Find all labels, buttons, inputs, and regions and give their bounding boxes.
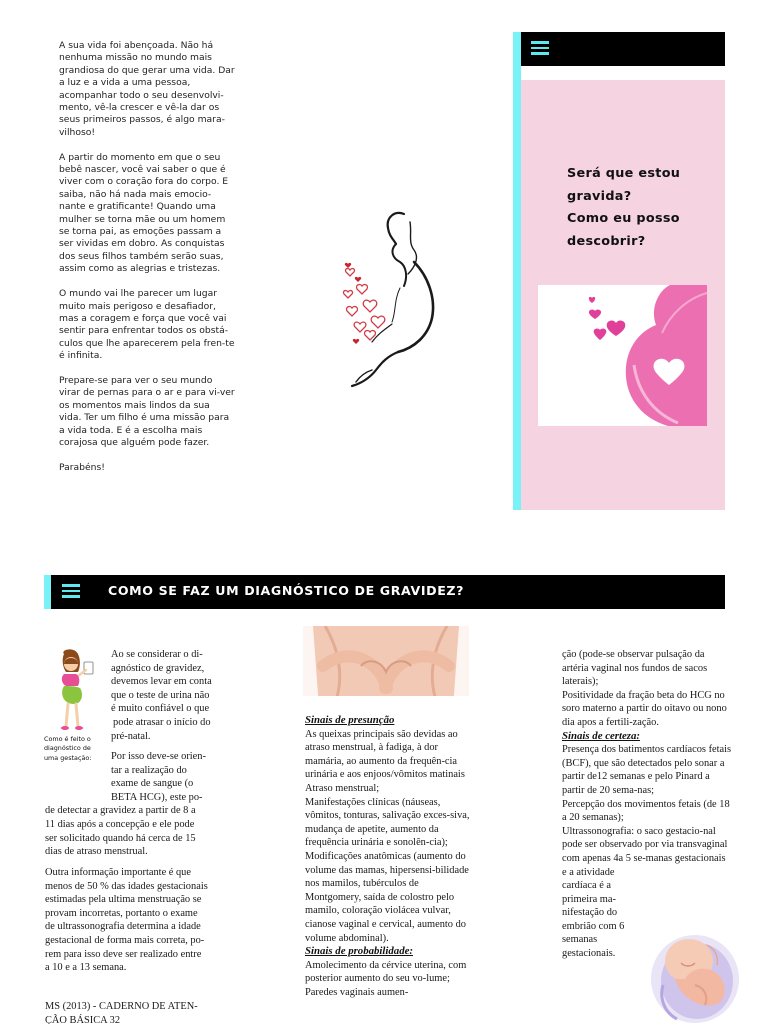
intro-paragraph: O mundo vai lhe parecer um lugar muito mais perigoso e desafiador, mas a coragem e força que você vai sentir para enfrentar todos os obstá-culos que lhe aparecerem pela fren-te é infinita.: [59, 288, 235, 362]
list-item: Ultrassonografia: o saco gestacio-nal pode ser observado por via transvaginal com apenas 4a 5 se-manas gestacionais e a atividade: [562, 825, 728, 878]
text-line: ser solicitado quando há cerca de 15: [45, 832, 196, 844]
paragraph: ção (pode-se observar pulsação da artéria vaginal nos fundos de sacos laterais);: [562, 649, 708, 688]
text-line: rem para isso deve ser realizado entre: [45, 948, 202, 960]
cover-question: [567, 163, 707, 253]
text-line: pré-natal.: [111, 730, 151, 742]
text-line: BETA HCG), este po-: [111, 791, 203, 803]
list-item: Percepção dos movimentos fetais (de 18 a 20 semanas);: [562, 798, 730, 824]
text-line: menos de 50 % das idades gestacionais: [45, 880, 208, 892]
menu-icon[interactable]: [531, 41, 549, 55]
pregnant-belly-heart-illustration: [538, 285, 707, 426]
text-line: agnóstico de gravidez,: [111, 662, 205, 674]
cover-question-line: Como eu posso: [567, 211, 680, 226]
list-item: Manifestações clínicas (náuseas, vômitos, tonturas, salivação exces-siva, mudança de apetite, aumento da frequência urinária e sonolên-cia);: [305, 796, 470, 849]
list-item: Presença dos batimentos cardíacos fetais (BCF), que são detectados pelo sonar a partir de12 semanas e pelo Pinard a partir de 20 sema-nas;: [562, 744, 732, 796]
pregnant-silhouette-illustration: [296, 200, 466, 400]
intro-text: [59, 40, 235, 487]
paragraph: As queixas principais são devidas ao atraso menstrual, à fadiga, à dor mamária, ao aumento da frequên-cia urinária e aos enjoos/vômitos matinais: [305, 728, 465, 781]
intro-paragraph: Prepare-se para ver o seu mundo virar de pernas para o ar e para vi-ver os momentos mais lindos da sua vida. Ter um filho é uma missão para a vida toda. E é a escolha mais corajosa que alguém pode fazer.: [59, 374, 235, 448]
section-heading: Sinais de certeza:: [562, 729, 640, 742]
text-line: 11 dias após a concepção e ele pode: [45, 819, 195, 830]
section-heading: Sinais de presunção: [305, 714, 395, 726]
intro-paragraph: A partir do momento em que o seu bebê nascer, você vai saber o que é viver com o coração fora do corpo. E saiba, não há nada mais emocio-nante e gratificante! Quando uma mulher se torna mãe ou um homem se torna pai, as emoções passam a ser vividas em dobro. As conquistas dos seus filhos também serão suas, assim como as alegrias e tristezas.: [59, 151, 229, 275]
cover-question-line: descobrir?: [567, 233, 646, 249]
text-line: que o teste de urina não: [111, 689, 210, 701]
menu-icon[interactable]: [62, 584, 80, 598]
text-line: pode atrasar o início do: [113, 717, 211, 728]
section-heading: Sinais de probabilidade:: [305, 945, 413, 958]
text-line: provam incorretas, portanto o exame: [45, 907, 198, 919]
col3-text: [562, 648, 732, 961]
list-item: Atraso menstrual;: [305, 782, 380, 794]
cover-header-bar: [521, 32, 725, 66]
text-line: exame de sangue (o: [111, 778, 194, 790]
paragraph: Amolecimento da cérvice uterina, com posterior aumento do seu vo-lume; Paredes vaginais aumen-: [305, 959, 467, 998]
pregnant-woman-illustration: [48, 648, 96, 732]
text-line: de detectar a gravidez a partir de 8 a: [45, 805, 196, 817]
text-line: estimadas pela ultima menstruação se: [45, 894, 202, 906]
section-accent-stripe: [44, 575, 51, 609]
intro-paragraph: Parabéns!: [59, 461, 105, 473]
text-line: de ultrassonografia determina a idade: [45, 921, 201, 933]
text-line: é muito confiável o que: [111, 703, 210, 715]
fetus-illustration: [645, 925, 739, 1024]
belly-hands-heart-photo: [303, 626, 469, 708]
paragraph: Positividade da fração beta do HCG no soro materno a partir do oitavo ou nono dia apos a fertili-zação.: [562, 689, 727, 728]
illustration-caption: Como é feito o diagnóstico de uma gestação:: [44, 735, 92, 762]
reference-line: MS (2013) - CADERNO DE ATEN-: [45, 1001, 198, 1012]
text-line: Outra informação importante é que: [45, 867, 191, 878]
reference-line: ÇÃO BÁSICA 32: [45, 1014, 121, 1024]
list-item: cardíaca é a primeira ma-nifestação do embrião com 6 semanas gestacionais.: [562, 880, 625, 960]
col2-text: [305, 714, 473, 999]
text-line: Ao se considerar o di-: [111, 649, 203, 660]
intro-paragraph: A sua vida foi abençoada. Não há nenhuma missão no mundo mais grandiosa do que gerar uma vida. Dar a luz e a vida a uma pessoa, acompanhar todo o seu desenvolvi-mento, vê-la crescer e vê-la dar os seus primeiros passos, é algo mara-vilhoso!: [59, 40, 235, 138]
text-line: gestacional de forma mais correta, po-: [45, 935, 205, 946]
text-line: devemos levar em conta: [111, 676, 212, 688]
text-line: dias de atraso menstrual.: [45, 846, 148, 858]
cover-accent-stripe: [513, 32, 521, 510]
list-item: Modificações anatômicas (aumento do volume das mamas, hipersensi-bilidade nos mamilos, tubérculos de Montgomery, saída de colostro pelo mamilo, coloração violácea vulvar, cianose vaginal e cervical, aumento do volume abdominal).: [305, 850, 469, 944]
text-line: Por isso deve-se orien-: [111, 751, 206, 762]
section-title: COMO SE FAZ UM DIAGNÓSTICO DE GRAVIDEZ?: [108, 583, 465, 598]
cover-question-line: gravida?: [567, 188, 632, 204]
text-line: a 10 e a 13 semana.: [45, 962, 127, 974]
text-line: tar a realização do: [111, 764, 187, 776]
cover-question-line: Será que estou: [567, 166, 681, 181]
